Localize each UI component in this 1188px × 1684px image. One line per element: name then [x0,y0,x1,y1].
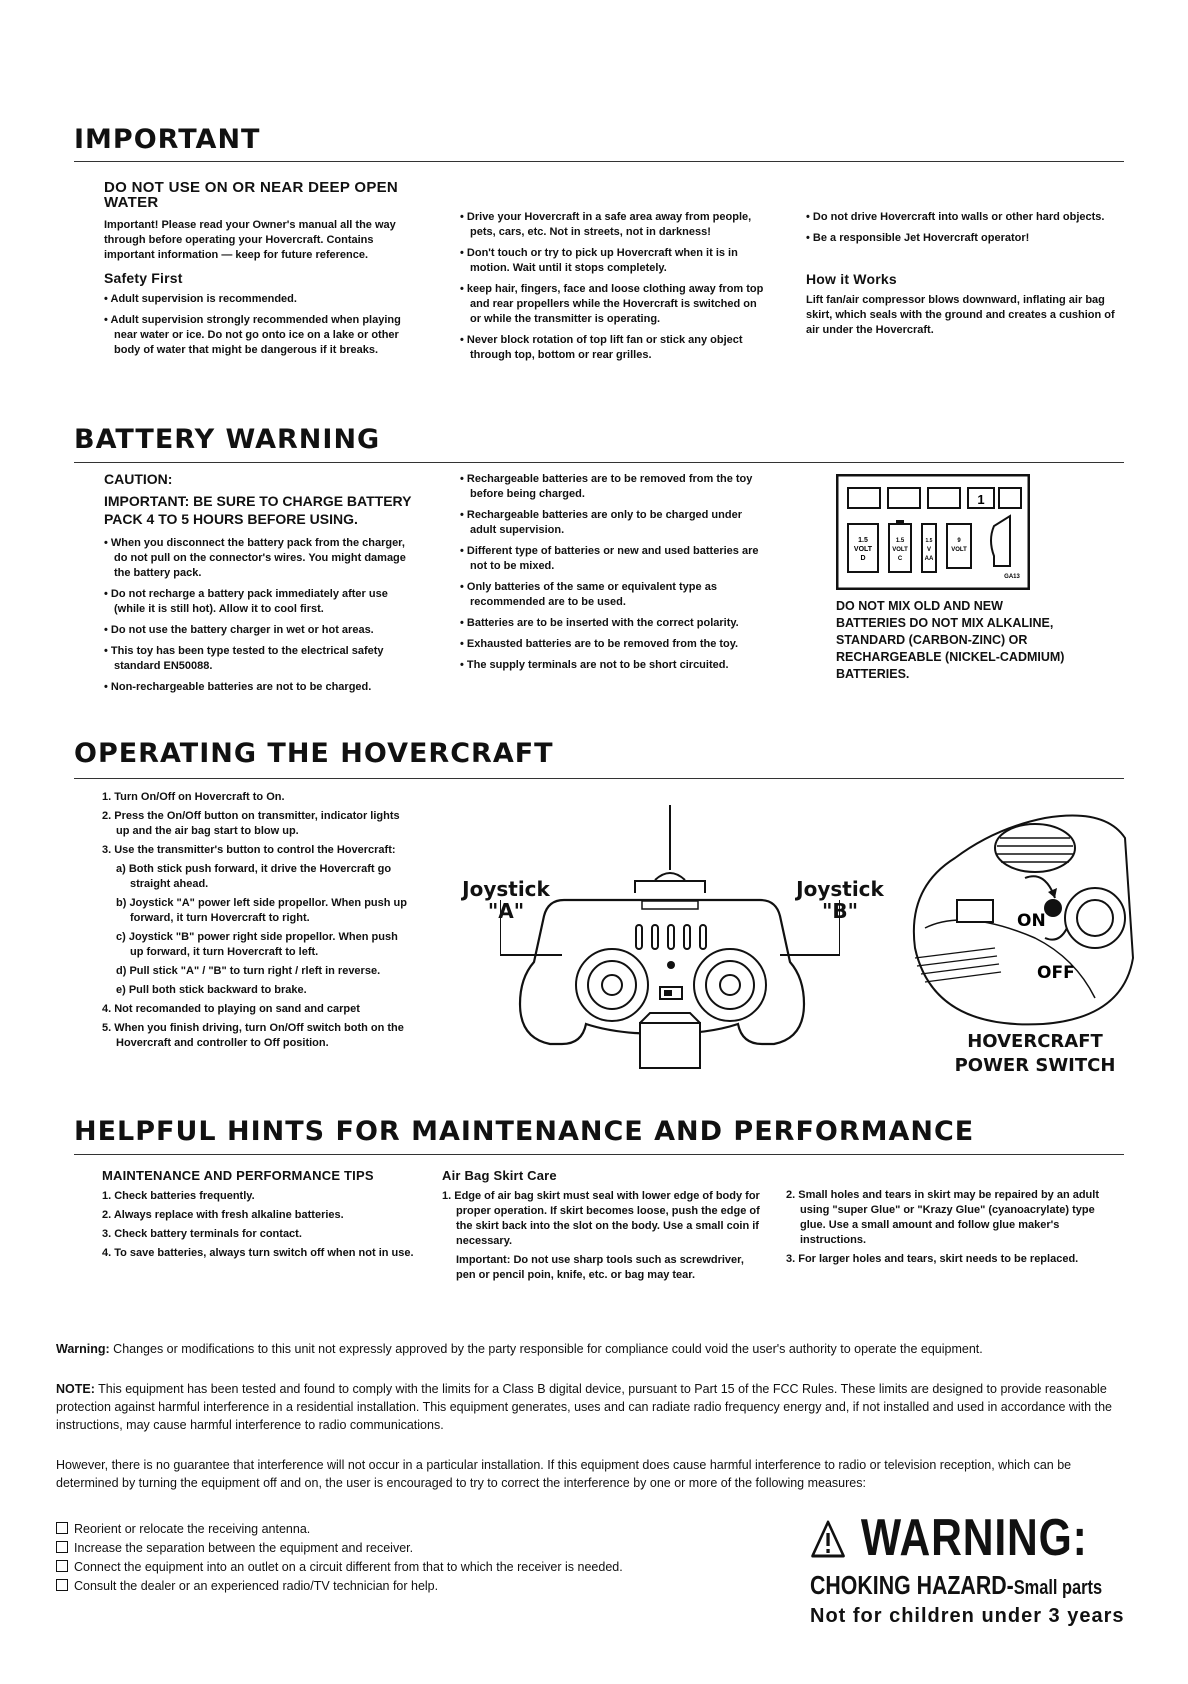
fcc-warning-label: Warning: [56,1342,110,1356]
important-col-1 [104,180,414,364]
list-item: • Do not drive Hovercraft into walls or other hard objects. [806,211,1105,223]
operating-title: OPERATING THE HOVERCRAFT [74,738,554,769]
joystick-a-letter: "A" [487,899,525,923]
battery-label: VOLT [892,547,908,553]
important-col-3 [806,210,1116,338]
hints-rule [74,1154,1124,1155]
list-item: 2. Always replace with fresh alkaline batteries. [102,1209,344,1221]
list-item: 2. Small holes and tears in skirt may be repaired by an adult using "super Glue" or "Krazy Glue" (cyanoacrylate) type glue. Use a small amount and follow glue maker's instructions. [786,1189,1100,1246]
list-item: 4. Not recomanded to playing on sand and carpet [102,1003,360,1015]
important-intro: Important! Please read your Owner's manual all the way through before operating your Hovercraft. Contains important information — keep for future reference. [104,219,396,261]
checkbox-icon [56,1541,68,1553]
measures-list [56,1520,623,1596]
measure-text: Increase the separation between the equipment and receiver. [74,1541,414,1555]
list-item: • Only batteries of the same or equivalent type as recommended are to be used. [460,581,717,608]
battery-label: VOLT [951,547,967,553]
battery-title: BATTERY WARNING [74,424,381,455]
joystick-a-word: Joystick [462,877,550,901]
list-item [56,1558,623,1577]
list-item: 1. Check batteries frequently. [102,1190,255,1202]
fcc-warning [56,1340,1136,1358]
how-heading: How it Works [806,271,897,287]
list-item: a) Both stick push forward, it drive the Hovercraft go straight ahead. [116,863,392,890]
on-label: ON [1017,911,1046,931]
power-switch-caption [935,1030,1135,1078]
joystick-b-letter: "B" [821,899,859,923]
important-title: IMPORTANT [74,124,261,155]
battery-col-1 [104,470,414,701]
battery-label: D [860,555,866,562]
important-list-3 [806,210,1116,246]
list-item: • Exhausted batteries are to be removed from the toy. [460,638,739,650]
list-item: 1. Turn On/Off on Hovercraft to On. [102,791,285,803]
list-item: • Rechargeable batteries are only to be charged under adult supervision. [460,509,742,536]
operating-steps [102,790,412,1055]
warning-text: WARNING: [860,1509,1088,1567]
list-item: 5. When you finish driving, turn On/Off switch both on the Hovercraft and controller to Off position. [102,1022,404,1049]
measure-text: Consult the dealer or an experienced radio/TV technician for help. [74,1579,439,1593]
list-item: 3. Use the transmitter's button to control the Hovercraft: [102,844,396,856]
fcc-note [56,1380,1136,1434]
fcc-however: However, there is no guarantee that interference will not occur in a particular installation. If this equipment does cause harmful interference to radio or television reception, which can be determined by turning the equipment off and on, the user is encouraged to try to correct the interference by one or more of the following measures: [56,1458,1072,1490]
operating-rule [74,778,1124,779]
symbol-digit: 1 [977,492,985,507]
transmitter-illustration [500,805,840,1075]
list-item: • Adult supervision is recommended. [104,293,297,305]
list-item: e) Pull both stick backward to brake. [116,984,307,996]
battery-notice: DO NOT MIX OLD AND NEW BATTERIES DO NOT MIX ALKALINE, STANDARD (CARBON-ZINC) OR RECHARGEABLE (NICKEL-CADMIUM) BATTERIES. [836,599,1065,681]
list-item: c) Joystick "B" power right side propellor. When push up forward, it turn Hovercraft to left. [116,931,398,958]
list-item: • Non-rechargeable batteries are not to be charged. [104,681,372,693]
list-item: • The supply terminals are not to be short circuited. [460,659,729,671]
measure-text: Reorient or relocate the receiving antenna. [74,1522,311,1536]
choking-warning [810,1510,1150,1629]
power-switch-illustration [905,808,1137,1030]
list-item: • This toy has been type tested to the electrical safety standard EN50088. [104,645,384,672]
safety-heading: Safety First [104,270,183,286]
list-item: • Do not use the battery charger in wet or hot areas. [104,624,374,636]
skirt-important: Important: Do not use sharp tools such as screwdriver, pen or pencil poin, knife, etc. or bag may tear. [456,1254,744,1281]
list-item: • Batteries are to be inserted with the correct polarity. [460,617,739,629]
off-label: OFF [1037,963,1075,983]
small-parts-text: Small parts [1013,1577,1103,1599]
battery-rule [74,462,1124,463]
list-item: • Rechargeable batteries are to be removed from the toy before being charged. [460,473,753,500]
skirt-col [442,1168,762,1283]
list-item [56,1539,623,1558]
hints-title: HELPFUL HINTS FOR MAINTENANCE AND PERFORMANCE [74,1116,975,1147]
choking-hazard-line [810,1570,1103,1603]
caution-line: IMPORTANT: BE SURE TO CHARGE BATTERY PACK 4 TO 5 HOURS BEFORE USING. [104,493,412,527]
measure-text: Connect the equipment into an outlet on a circuit different from that to which the receiver is needed. [74,1560,623,1574]
list-item: • Drive your Hovercraft in a safe area away from people, pets, cars, etc. Not in streets, not in darkness! [460,211,752,238]
list-item: • Be a responsible Jet Hovercraft operator! [806,232,1030,244]
battery-label: 9 [957,538,961,544]
battery-symbols-graphic [836,474,1030,590]
warning-triangle-icon [810,1519,846,1559]
tips-heading: MAINTENANCE AND PERFORMANCE TIPS [102,1168,374,1183]
safety-list [104,292,414,358]
skirt-list [442,1189,762,1249]
list-item: • Do not recharge a battery pack immediately after use (while it is still hot). Allow it to cool first. [104,588,388,615]
list-item: • When you disconnect the battery pack from the charger, do not pull on the connector's wires. You might damage the battery pack. [104,537,406,579]
list-item: • Different type of batteries or new and used batteries are not to be mixed. [460,545,759,572]
battery-label: 1.5 [895,538,905,544]
skirt-list-2 [786,1188,1106,1267]
fcc-warning-text: Changes or modifications to this unit not expressly approved by the party responsible for compliance could void the user's authority to operate the equipment. [109,1342,983,1356]
skirt-heading: Air Bag Skirt Care [442,1168,557,1183]
skirt-col-2 [786,1188,1106,1271]
steps-list-2 [102,1002,412,1051]
important-rule [74,161,1124,162]
caution-heading: CAUTION: [104,471,173,487]
list-item [56,1520,623,1539]
important-col-2 [460,210,770,369]
list-item: • Don't touch or try to pick up Hovercraft when it is in motion. Wait until it stops completely. [460,247,738,274]
list-item [56,1577,623,1596]
list-item: • Never block rotation of top lift fan or stick any object through top, bottom or rear grilles. [460,334,743,361]
battery-label: C [897,556,903,562]
power-switch-line-1: HOVERCRAFT [967,1031,1103,1052]
battery-label: V [926,547,932,553]
battery-label: AA [924,556,934,562]
list-item: 4. To save batteries, always turn switch off when not in use. [102,1247,414,1259]
hazard-text: CHOKING HAZARD- [810,1570,1014,1600]
list-item: 2. Press the On/Off button on transmitter, indicator lights up and the air bag start to blow up. [102,810,400,837]
fcc-note-label: NOTE: [56,1382,95,1396]
warning-heading [810,1510,1089,1566]
battery-col-2 [460,472,770,679]
fcc-note-text: This equipment has been tested and found to comply with the limits for a Class B digital device, pursuant to Part 15 of the FCC Rules. These limits are designed to provide reasonable protection against harmful interference in a residential installation. This equipment generates, uses and can radiate radio frequency energy and, if not installed and used in accordance with the instructions, may cause harmful interference to radio communications. [56,1382,1112,1432]
list-item: d) Pull stick "A" / "B" to turn right / rleft in reverse. [116,965,381,977]
list-item: 1. Edge of air bag skirt must seal with lower edge of body for proper operation. If skirt becomes loose, push the edge of the skirt back into the slot on the body. Use a small coin if necessary. [442,1190,760,1247]
steps-list [102,790,412,858]
battery-label: VOLT [853,546,873,553]
list-item: 3. For larger holes and tears, skirt needs to be replaced. [786,1253,1079,1265]
age-warning: Not for children under 3 years [810,1605,1125,1627]
list-item: • Adult supervision strongly recommended when playing near water or ice. Do not go onto ice on a lake or other body of water that might be dangerous if it breaks. [104,314,401,356]
tips-col [102,1168,422,1265]
battery-label: GA13 [1004,574,1020,580]
power-switch-line-2: POWER SWITCH [954,1055,1116,1076]
important-subtitle: DO NOT USE ON OR NEAR DEEP OPEN WATER [104,179,399,211]
checkbox-icon [56,1522,68,1534]
battery-list-1 [104,536,414,695]
battery-list-2 [460,472,770,673]
list-item: b) Joystick "A" power left side propellor. When push up forward, it turn Hovercraft to right. [116,897,407,924]
list-item: 3. Check battery terminals for contact. [102,1228,302,1240]
how-text: Lift fan/air compressor blows downward, inflating air bag skirt, which seals with the ground and creates a cushion of air under the Hovercraft. [806,294,1115,336]
list-item: • keep hair, fingers, face and loose clothing away from top and rear propellers while the Hovercraft is switched on or while the transmitter is operating. [460,283,764,325]
battery-label: 1.5 [925,538,933,544]
important-list-2 [460,210,770,363]
joystick-b-word: Joystick [796,877,884,901]
substeps-list [102,862,412,998]
battery-label: 1.5 [858,537,868,544]
checkbox-icon [56,1579,68,1591]
checkbox-icon [56,1560,68,1572]
tips-list [102,1189,422,1261]
